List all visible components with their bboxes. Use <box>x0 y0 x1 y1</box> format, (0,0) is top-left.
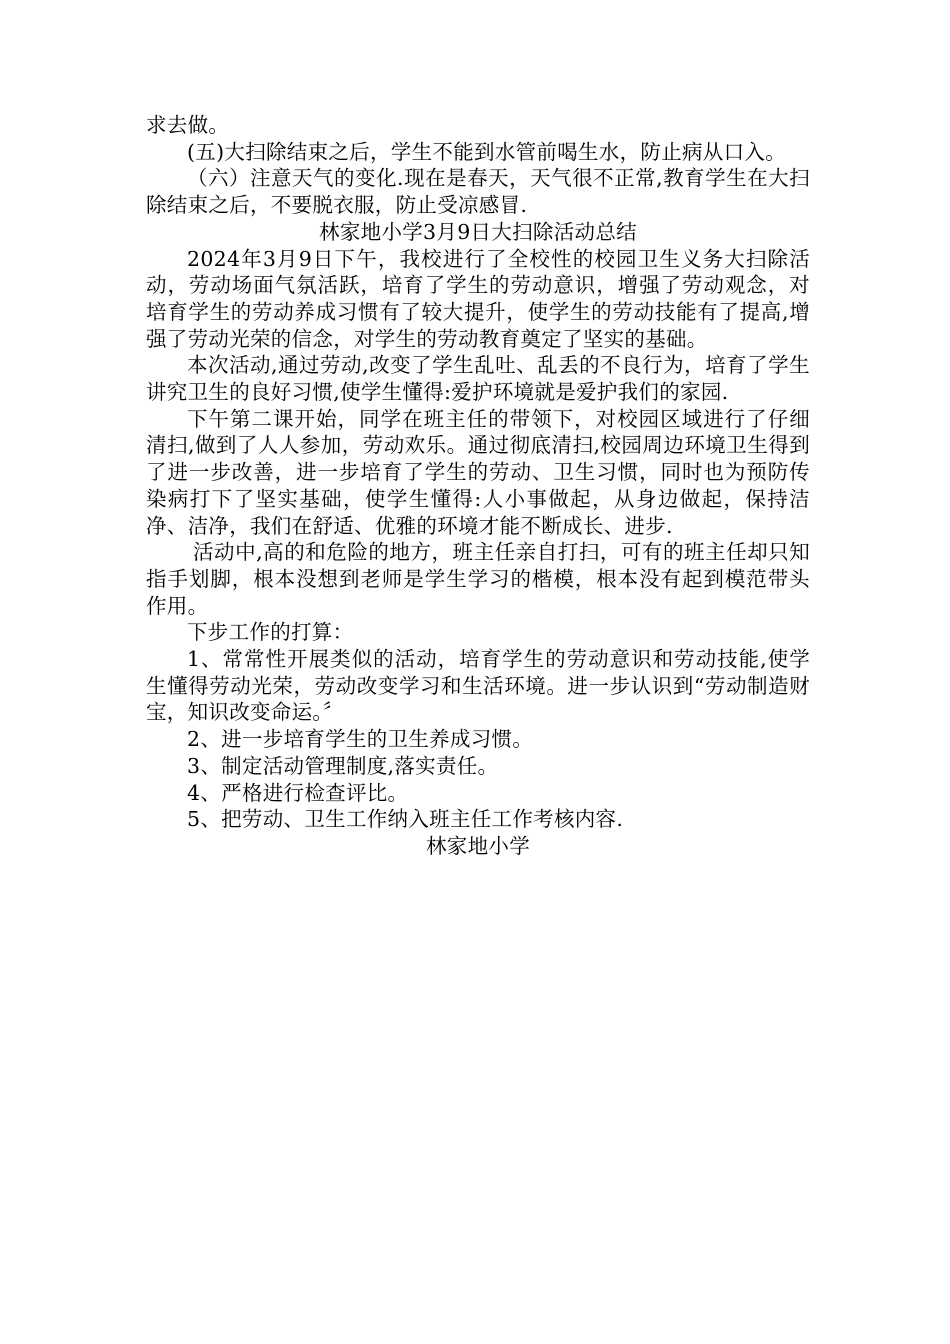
summary-paragraph: 本次活动,通过劳动,改变了学生乱吐、乱丢的不良行为，培育了学生讲究卫生的良好习惯,使学生懂得:爱护环境就是爱护我们的家园. <box>146 353 810 405</box>
next-step-item: 3、制定活动管理制度,落实责任。 <box>187 753 499 778</box>
signature: 林家地小学 <box>426 833 530 858</box>
next-step-item: 1、常常性开展类似的活动，培育学生的劳动意识和劳动技能,使学生懂得劳动光荣，劳动改变学习和生活环境。进一步认识到“劳动制造财宝，知识改变命运。〞 <box>146 647 810 725</box>
summary-paragraph: 活动中,高的和危险的地方，班主任亲自打扫，可有的班主任却只知指手划脚，根本没想到老师是学生学习的楷模，根本没有起到模范带头作用。 <box>146 540 810 618</box>
next-steps-heading: 下步工作的打算： <box>187 620 354 645</box>
continuation-text: 求去做。 <box>146 113 230 137</box>
precaution-item-5: (五)大扫除结束之后，学生不能到水管前喝生水，防止病从口入。 <box>187 139 786 164</box>
document-page <box>146 112 810 860</box>
next-step-item: 2、进一步培育学生的卫生养成习惯。 <box>187 727 534 752</box>
summary-paragraph: 下午第二课开始，同学在班主任的带领下，对校园区域进行了仔细清扫,做到了人人参加，劳动欢乐。通过彻底清扫,校园周边环境卫生得到了进一步改善，进一步培育了学生的劳动、卫生习惯，同时也为预防传染病打下了坚实基础，使学生懂得:人小事做起，从身边做起，保持洁净、洁净，我们在舒适、优雅的环境才能不断成长、进步. <box>146 406 810 538</box>
summary-paragraph: 2024年3月9日下午，我校进行了全校性的校园卫生义务大扫除活动，劳动场面气氛活跃，培育了学生的劳动意识，增强了劳动观念，对培育学生的劳动养成习惯有了较大提升，使学生的劳动技能有了提高,增强了劳动光荣的信念，对学生的劳动教育奠定了坚实的基础。 <box>146 246 810 351</box>
next-step-item: 5、把劳动、卫生工作纳入班主任工作考核内容. <box>187 807 624 832</box>
precaution-item-6: （六）注意天气的变化.现在是春天，天气很不正常,教育学生在大扫除结束之后，不要脱衣服，防止受凉感冒. <box>146 166 810 218</box>
next-step-item: 4、严格进行检查评比。 <box>187 780 409 805</box>
summary-title: 林家地小学3月9日大扫除活动总结 <box>319 219 637 244</box>
